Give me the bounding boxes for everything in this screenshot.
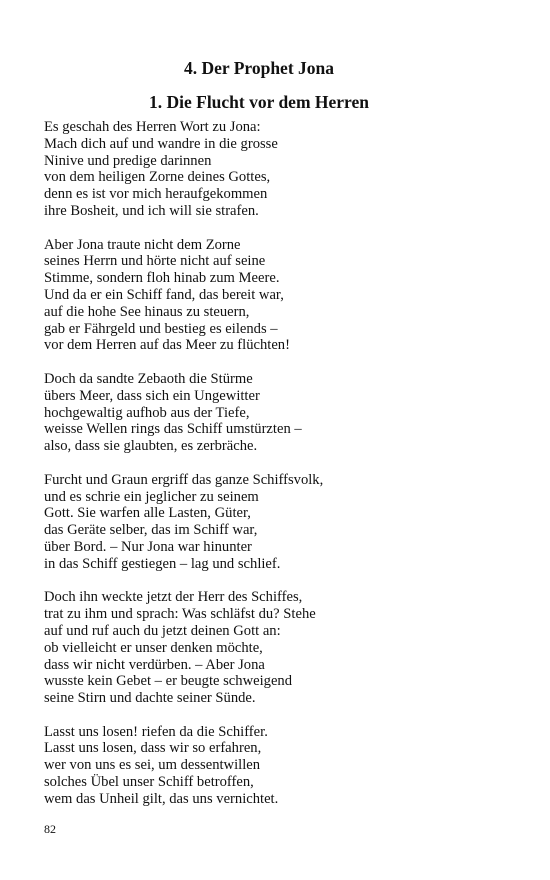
chapter-title: 4. Der Prophet Jona — [183, 58, 335, 78]
poem-line: vor dem Herren auf das Meer zu flüchten! — [44, 337, 290, 354]
poem-line: hochgewaltig aufhob aus der Tiefe, — [44, 404, 250, 421]
poem-line: trat zu ihm und sprach: Was schläfst du? Stehe — [44, 606, 316, 623]
poem-line: Lasst uns losen, dass wir so erfahren, — [44, 740, 262, 757]
poem-line: wusste kein Gebet – er beugte schweigend — [44, 673, 293, 690]
poem-line: weisse Wellen rings das Schiff umstürzten – — [44, 421, 302, 438]
poem-line: über Bord. – Nur Jona war hinunter — [44, 538, 252, 555]
poem-line: Furcht und Graun ergriff das ganze Schiffsvolk, — [44, 471, 324, 488]
page-number: 82 — [44, 822, 56, 836]
stanza — [44, 119, 514, 220]
poem-line: Lasst uns losen! riefen da die Schiffer. — [44, 723, 268, 740]
poem-line: auf die hohe See hinaus zu steuern, — [44, 303, 250, 320]
stanza — [44, 371, 514, 455]
section-title: 1. Die Flucht vor dem Herren — [148, 92, 369, 112]
poem-line: ihre Bosheit, und ich will sie strafen. — [44, 202, 259, 219]
poem-line: und es schrie ein jeglicher zu seinem — [44, 488, 259, 505]
poem-line: Gott. Sie warfen alle Lasten, Güter, — [44, 505, 251, 522]
poem-line: das Geräte selber, das im Schiff war, — [44, 522, 258, 539]
poem-line: dass wir nicht verdürben. – Aber Jona — [44, 656, 265, 673]
poem-text — [44, 119, 514, 824]
poem-line: denn es ist vor mich heraufgekommen — [44, 186, 268, 203]
stanza — [44, 724, 514, 808]
stanza — [44, 472, 514, 573]
stanza — [44, 237, 514, 355]
poem-line: übers Meer, dass sich ein Ungewitter — [44, 387, 260, 404]
poem-line: Aber Jona traute nicht dem Zorne — [44, 236, 241, 253]
book-page — [44, 0, 514, 880]
poem-line: wer von uns es sei, um dessentwillen — [44, 757, 261, 774]
poem-line: wem das Unheil gilt, das uns vernichtet. — [44, 790, 279, 807]
poem-line: also, dass sie glaubten, es zerbräche. — [44, 438, 258, 455]
poem-line: Doch da sandte Zebaoth die Stürme — [44, 370, 253, 387]
poem-line: Mach dich auf und wandre in die grosse — [44, 135, 278, 152]
poem-line: Und da er ein Schiff fand, das bereit war, — [44, 286, 284, 303]
stanza — [44, 589, 514, 707]
poem-line: seine Stirn und dachte seiner Sünde. — [44, 690, 256, 707]
poem-line: von dem heiligen Zorne deines Gottes, — [44, 169, 271, 186]
poem-line: Stimme, sondern floh hinab zum Meere. — [44, 270, 280, 287]
poem-line: gab er Fährgeld und bestieg es eilends – — [44, 320, 278, 337]
poem-line: ob vielleicht er unser denken möchte, — [44, 639, 263, 656]
poem-line: Ninive und predige darinnen — [44, 152, 212, 169]
poem-line: Doch ihn weckte jetzt der Herr des Schiffes, — [44, 589, 303, 606]
poem-line: seines Herrn und hörte nicht auf seine — [44, 253, 266, 270]
poem-line: solches Übel unser Schiff betroffen, — [44, 774, 254, 791]
poem-line: Es geschah des Herren Wort zu Jona: — [44, 119, 261, 135]
poem-line: auf und ruf auch du jetzt deinen Gott an: — [44, 622, 281, 639]
poem-line: in das Schiff gestiegen – lag und schlief. — [44, 555, 281, 572]
